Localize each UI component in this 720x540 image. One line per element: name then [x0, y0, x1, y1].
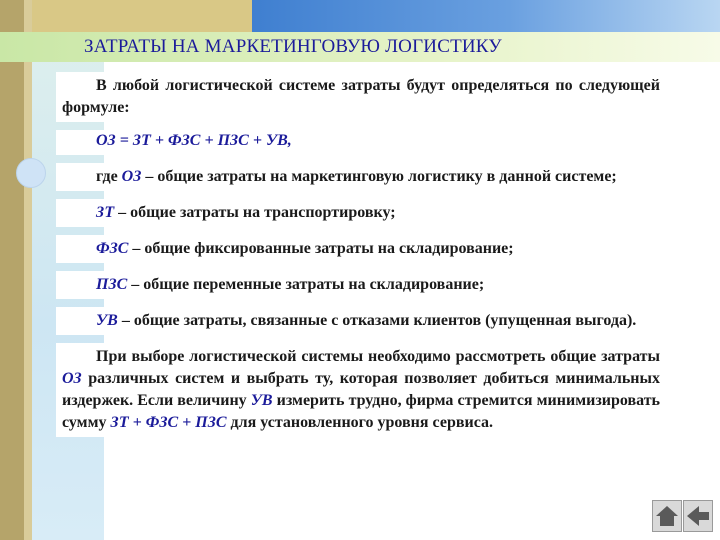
definition-zt [56, 199, 670, 227]
top-decor-blue [252, 0, 720, 32]
definition-text: – общие затраты на маркетинговую логистику в данной системе; [141, 168, 617, 185]
definition-fzs [56, 235, 670, 263]
definition-text: – общие затраты, связанные с отказами клиентов (упущенная выгода). [117, 312, 637, 329]
definition-text: – общие переменные затраты на складирование; [127, 276, 485, 293]
intro-paragraph: В любой логистической системе затраты будут определяться по следующей формуле: [56, 72, 670, 122]
conclusion-paragraph [56, 343, 670, 437]
home-icon [653, 501, 681, 531]
home-button[interactable] [652, 500, 682, 532]
left-decor-strip-light [24, 0, 32, 540]
back-button[interactable] [683, 500, 713, 532]
term-oz: ОЗ [121, 168, 142, 185]
definition-prefix: где [96, 168, 122, 185]
slide-navigation [652, 500, 714, 534]
conclusion-text-3: измерить трудно, фирма стремится минимизировать сумму [62, 392, 661, 431]
definition-uv [56, 307, 670, 335]
left-decor-strip [0, 0, 24, 540]
term-oz-inline: ОЗ [62, 370, 82, 387]
formula: ОЗ = ЗТ + ФЗС + ПЗС + УВ, [56, 130, 670, 155]
top-decor-gold [32, 0, 252, 32]
definition-pzs [56, 271, 670, 299]
term-pzs: ПЗС [96, 276, 128, 293]
definition-text: – общие затраты на транспортировку; [114, 204, 396, 221]
slide-content [56, 72, 670, 437]
decor-circle [16, 158, 46, 188]
term-zt: ЗТ [96, 204, 115, 221]
back-arrow-icon [684, 501, 712, 531]
definition-text: – общие фиксированные затраты на складирование; [128, 240, 514, 257]
term-uv-inline: УВ [250, 392, 273, 409]
term-sum-inline: ЗТ + ФЗС + ПЗС [110, 414, 227, 431]
conclusion-text-1: При выборе логистической системы необходимо рассмотреть общие затраты [96, 348, 660, 365]
term-fzs: ФЗС [96, 240, 129, 257]
slide-title: ЗАТРАТЫ НА МАРКЕТИНГОВУЮ ЛОГИСТИКУ [84, 36, 502, 57]
conclusion-text-4: для установленного уровня сервиса. [226, 414, 493, 431]
conclusion-text-2: различных систем и выбрать ту, которая позволяет добиться минимальных издержек. Если величину [62, 370, 660, 409]
term-uv: УВ [96, 312, 118, 329]
definition-oz [56, 163, 670, 191]
